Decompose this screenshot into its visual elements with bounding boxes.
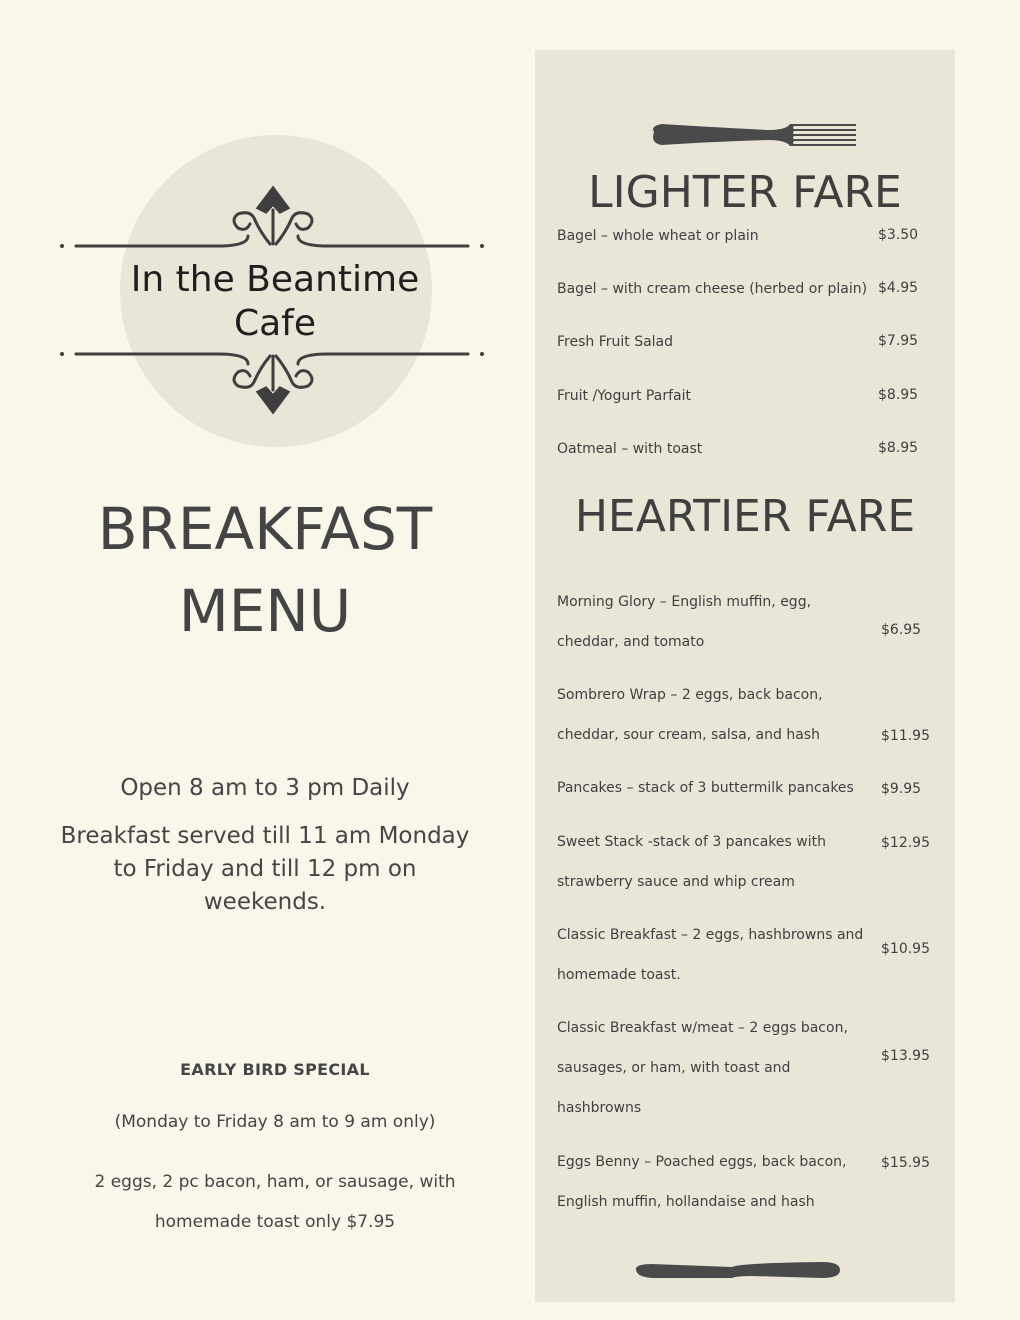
menu-item-name: Bagel – whole wheat or plain bbox=[557, 228, 759, 244]
menu-item-price: $12.95 bbox=[881, 835, 930, 851]
fork-icon bbox=[648, 118, 860, 152]
menu-item-name: Sombrero Wrap – 2 eggs, back bacon, cheddar, sour cream, salsa, and hash bbox=[557, 687, 823, 743]
cafe-name: In the Beantime Cafe bbox=[130, 259, 420, 344]
menu-title-line1: BREAKFAST bbox=[97, 495, 433, 563]
menu-item-price: $7.95 bbox=[878, 333, 919, 349]
menu-item-name: Classic Breakfast w/meat – 2 eggs bacon, sausages, or ham, with toast and hashbrowns bbox=[557, 1020, 848, 1116]
special-title: EARLY BIRD SPECIAL bbox=[180, 1060, 370, 1079]
menu-item-name: Classic Breakfast – 2 eggs, hashbrowns and homemade toast. bbox=[557, 927, 864, 983]
menu-item-name: Fresh Fruit Salad bbox=[557, 334, 674, 350]
menu-item-price: $9.95 bbox=[881, 781, 922, 797]
lighter-fare-heading: LIGHTER FARE bbox=[588, 167, 902, 218]
menu-title bbox=[60, 488, 470, 652]
menu-item-price: $10.95 bbox=[881, 941, 930, 957]
menu-item-price: $8.95 bbox=[878, 440, 919, 456]
menu-item-name: Eggs Benny – Poached eggs, back bacon, English muffin, hollandaise and hash bbox=[557, 1154, 847, 1210]
menu-item-price: $13.95 bbox=[881, 1048, 930, 1064]
menu-item-price: $15.95 bbox=[881, 1155, 930, 1171]
heartier-fare-heading: HEARTIER FARE bbox=[574, 491, 916, 542]
menu-item-name: Sweet Stack -stack of 3 pancakes with strawberry sauce and whip cream bbox=[557, 834, 826, 890]
menu-item-price: $4.95 bbox=[878, 280, 919, 296]
bottom-flourish-icon bbox=[58, 338, 488, 428]
menu-title-line2: MENU bbox=[178, 577, 352, 645]
knife-icon bbox=[632, 1258, 844, 1284]
top-flourish-icon bbox=[58, 180, 488, 270]
menu-item-name: Bagel – with cream cheese (herbed or plain) bbox=[557, 281, 868, 297]
breakfast-hours: Breakfast served till 11 am Monday to Friday and till 12 pm on weekends. bbox=[60, 823, 470, 915]
menu-item-price: $11.95 bbox=[881, 728, 930, 744]
special-description: 2 eggs, 2 pc bacon, ham, or sausage, with homemade toast only $7.95 bbox=[94, 1172, 456, 1232]
menu-item-price: $6.95 bbox=[881, 622, 922, 638]
menu-item-price: $8.95 bbox=[878, 387, 919, 403]
menu-item-name: Pancakes – stack of 3 buttermilk pancakes bbox=[557, 780, 854, 796]
special-hours: (Monday to Friday 8 am to 9 am only) bbox=[114, 1112, 436, 1132]
menu-item-name: Fruit /Yogurt Parfait bbox=[557, 388, 691, 404]
menu-item-name: Oatmeal – with toast bbox=[557, 441, 703, 457]
menu-item-price: $3.50 bbox=[878, 227, 919, 243]
opening-hours: Open 8 am to 3 pm Daily bbox=[120, 775, 410, 801]
menu-item-name: Morning Glory – English muffin, egg, cheddar, and tomato bbox=[557, 594, 812, 650]
